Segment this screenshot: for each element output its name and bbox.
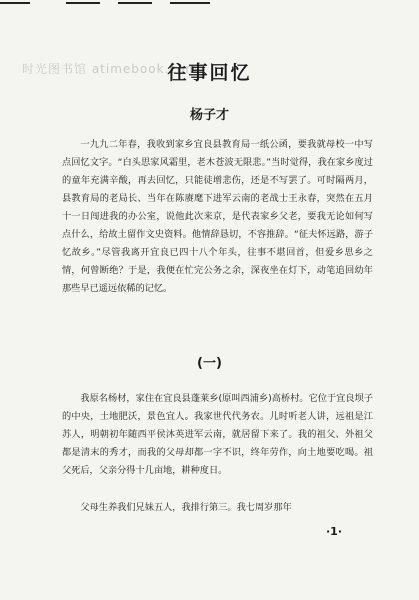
body-paragraph: 一九九二年春，我收到家乡宜良县教育局一纸公函，要我就母校一中写点回忆文字。“白头思家风霜里，老木苍波无限悲。”当时觉得，我在家乡度过的童年充满辛酸，再去回忆，只能徒增悲伤，还是不写罢了。可时隔两月，县教育局的老局长、当年在陈赓麾下进军云南的老战士王永春，突然在五月十一日闯进我的办公室，说他此次来京，是代表家乡父老，要我无论如何写点什么，给故土留作文史资料。他情辞恳切，不容推辞。“征夫怀远路，游子忆故乡。”尽管我离开宜良已四十八个年头，往事不堪回首，但爱乡思乡之情，何曾断绝？于是，我便在忙完公务之余，深夜坐在灯下，动笔追回幼年那些早已遥远依稀的记忆。 xyxy=(62,139,373,294)
section-heading: (一) xyxy=(197,356,222,371)
body-paragraph: 父母生养我们兄妹五人，我排行第三。我七周岁那年 xyxy=(80,502,292,513)
top-rule-lines xyxy=(0,0,419,6)
page-number: ·1· xyxy=(326,525,343,538)
author-name: 杨子才 xyxy=(189,108,229,123)
watermark: 时光图书馆 atimebook.com xyxy=(22,62,198,76)
body-paragraph: 我原名杨材，家住在宜良县蓬莱乡(原叫西浦乡)高桥村。它位于宜良坝子的中央，土地肥沃，景色宜人。我家世代代务农。儿时听老人讲，远祖是江苏人，明朝初年随西平侯沐英进军云南，就居留下来了。我的祖父、外祖父都是清末的秀才，而我的父母却都一字不识，终年劳作，向土地要吃喝。祖父死后，父亲分得十几亩地，耕种度日。 xyxy=(62,393,373,476)
page-title: 往事回忆 xyxy=(167,62,252,84)
